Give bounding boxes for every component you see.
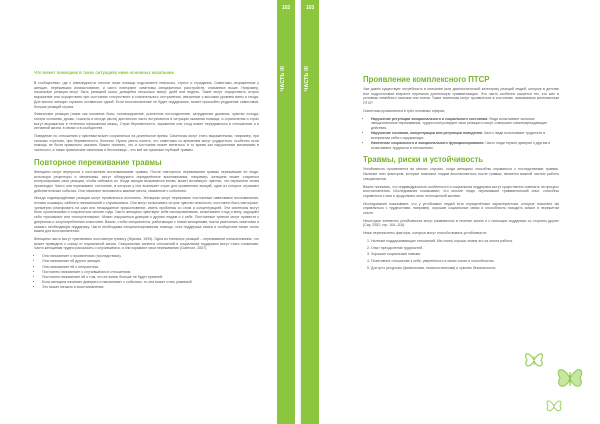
- left-bullet-list: [34, 254, 259, 290]
- right-page-number: 103: [305, 5, 315, 11]
- right-page-content: [363, 70, 559, 273]
- list-item: • Она напоминает ей других женщин.: [42, 259, 259, 264]
- list-item: 2. Опыт преодоления трудностей.: [371, 246, 559, 251]
- left-band-title: ЧАСТЬ III: [280, 66, 286, 92]
- list-item: 5. Доступ к ресурсам (физическим, психологическим) и чувство безопасности.: [371, 266, 559, 271]
- left-intro-paragraph-2: Физические реакции (такие как головные боли, головокружение, усиленное потоотделение, затруднение дыхания, чувство холода, потеря сознания, дрожь, тошнота и иногда рвота) достаточно часто встречаются в ситуации оказания помощи, а ограничения и страх могут выражаться в телесном напряжении мышц. Страх беременности, заражения или стыд может передаваться в отношениях и в интимной жизни, в семье и в сообществе.: [34, 112, 259, 131]
- left-page-number: 102: [281, 5, 291, 11]
- list-item: • Это может мешать в восстановлении.: [42, 285, 259, 290]
- right-paragraph-2: Устойчивость проявляется во многих случаях, когда женщины способны справиться с последствиями травмы. Наличие этих факторов, которые помогают людям восстановиться после травмы, является важной частью работы специалистов.: [363, 167, 559, 181]
- list-item: 3. Хорошие социальные навыки.: [371, 252, 559, 257]
- right-band-title: ЧАСТЬ III: [304, 66, 310, 92]
- left-kicker: Что может помощник в таких ситуациях ниже основных начальник: [34, 70, 174, 75]
- list-item: • Она напоминает ей о неприятном.: [42, 265, 259, 270]
- left-intro-paragraph-1: В сообществах, где к инвалидности относят ниже помощи подсчитаете невысоко, стресс и страдания. Симптомы, выраженные у женщин, переживших изнасилование, и часто повторяют симптомы специфичных расстройств, описанных выше. Например, начальные реакции могут быть реакцией шока, длящейся несколько минут, дней или недель. Такие могут осуществить острое выражение или осуществить при состоянии «отсутствия» и сознательного отстранения, связанные с высоким уровнем вины и стыда. Для многих женщин страшно оставаться одной. Если восстановление не будет поддержано, может произойти ухудшение симптомов, больше реакций страха.: [34, 81, 259, 109]
- left-body-paragraph-1: Женщины могут вернуться к постоянным воспоминаниям травмы. После повторного переживания травмы пережившие ее люди, используя рецепторы и механизмы, могут обнаружить определённые воспоминания, например, женщина может стараться контролировать свои реакции, чтобы избежать их. Когда эмоции вызываются вновь, может возникнуть чувство, что пережитое снова происходит. Часто они переживают состояние, в котором у них возникает страх для проявления эмоций, одни из которых отражают действительные события. Они начинают вспоминать важные места, связанные с событием.: [34, 169, 259, 193]
- list-item: 1. Наличие поддерживающих отношений. Мы очень хорошо знаем это из опыта работы.: [371, 239, 559, 244]
- right-side-band: [301, 0, 319, 424]
- list-item: [371, 141, 559, 150]
- butterfly-icon: [555, 364, 585, 392]
- list-item: [371, 117, 559, 131]
- list-item: • Постоянно напоминает ей о том, что ее жизнь больше не будет прежней.: [42, 275, 259, 280]
- list-item: 4. Позитивное отношение к себе, уверенность в своих силах и способностях.: [371, 259, 559, 264]
- symptom-list: [363, 117, 559, 151]
- left-page: [0, 0, 299, 424]
- left-body-paragraph-3: Женщины часто могут чувствовать постоянную тревогу (Жукова, 1993). Одна из типичных реакций – переживание изнасилования, что может приводить к отказу от нормальной жизни. Сексуальные аспекты отношений и социальная поддержка могут стать сложными. Часто женщинам трудно рассказать о случившемся, и они скрывают свои переживания (Смитсон, 2007).: [34, 236, 259, 251]
- symptoms-intro: Симптомы проявляются в трёх основных сферах:: [363, 108, 446, 113]
- right-paragraph-4: Исследования показывают, что у устойчивых людей есть определённые характеристики, которые помогают им справляться с трудностями, например, хорошие социальные связи и способность находить смысл в пережитом опыте.: [363, 201, 559, 216]
- symptom-text: Люди испытывают сильные эмоциональные переживания, трудно контролируют свои реакции и могут совершать самоповреждающие действия.: [371, 116, 548, 130]
- symptom-text: Часто люди теряют доверие к другим и испытывают трудности в отношениях.: [371, 141, 551, 150]
- factors-intro: Ниже перечислены факторы, которые могут способствовать устойчивости:: [363, 231, 487, 236]
- list-item: • Она напоминает о проявлениях (последствиях).: [42, 254, 259, 259]
- right-section-heading-2: Травмы, риски и устойчивость: [363, 155, 484, 165]
- right-paragraph-3: Важно понимать, что индивидуальные особенности и социальная поддержка могут существенно повлиять на процесс восстановления. Исследования показывают, что многие люди, пережившие травматический опыт, способны справиться с ним и продолжать жить полноценной жизнью.: [363, 184, 559, 198]
- symptom-title: Изменение социального и эмоционального функционирования.: [371, 141, 485, 146]
- list-item: • Если женщина начинает доверять и напоминает о событиях, то она может стать уязвимой.: [42, 280, 259, 285]
- butterfly-icon: [523, 350, 545, 370]
- symptom-title: Нарушение сознания, концентрации или регуляции поведения.: [371, 131, 483, 136]
- left-intro-paragraph-3: Поведение по отношению к чувствам может сохраняться на длительное время. Симптомы могут стать выраженными, например, при сильных стрессах, при беременности, болезни. Нужно уметь понять, что симптомы со временем могут ухудшиться, особенно если помощь не была правильно оказана. Важно помнить, что и состояние может меняться, в то время как нарушенные механизмы в частности, а также физические симптомы и бессонница – это всё же признаки глубокой травмы.: [34, 134, 259, 153]
- list-item: • Постоянно напоминает о случившемся в отношениях.: [42, 270, 259, 275]
- left-section-heading: Повторное переживание травмы: [34, 157, 162, 167]
- right-paragraph-1: Уже давно существует потребность в описании (или диагностической категории) реакций людей, которые в детстве или подростковом возрасте пережили длительную травматизацию. Это часто особенно касается тех, кто жил в условиях семейного насилия или плена. Такие симптомы могут проявляться в состоянии, называемом комплексным ПТСР.: [363, 87, 559, 106]
- left-side-band: [277, 0, 295, 424]
- right-paragraph-5: Некоторые элементы устойчивости могут развиваться в течение жизни и с помощью поддержки со стороны других (Сиу, 2002; стр. 104–118).: [363, 218, 559, 228]
- left-page-content: [34, 70, 259, 293]
- factor-list: [363, 239, 559, 271]
- right-page: [301, 0, 600, 424]
- butterfly-icon: [545, 398, 563, 414]
- list-item: [371, 131, 559, 140]
- symptom-text: Часто люди испытывают трудности в восприятии себя и окружающих.: [371, 131, 546, 140]
- left-body-paragraph-2: Иногда подтверждённые реакции могут проявляться постоянно. Женщины могут переживать постоянные навязчивые воспоминания, ночные кошмары, избегать напоминаний о случившемся. Они могут испытывать острое чувство опасности, постоянно быть настороже, чрезмерно реагировать на шум или неожиданное прикосновение, иметь проблемы со сном и концентрацией. Эти симптомы могут быть хроническими и сохраняться многие годы. Часто женщины чувствуют себя изолированными, испытывают стыд и вину, ощущают себя «грязными» или «испорченными». Может нарушиться доверие к другим людям и к себе. Постоянные тревоги могут привести к депрессии и злоупотреблению алкоголем. Важно, чтобы специалисты, работающие с этими женщинами, могли распознать симптомы и оказать необходимую поддержку. Часто необходима специализированная помощь, хотя поддержка семьи и сообщества также очень важна для восстановления.: [34, 196, 259, 234]
- symptom-title: Нарушение регуляции эмоционального и социального состояния.: [371, 116, 489, 121]
- right-section-heading-1: Проявление комплексного ПТСР: [363, 75, 490, 84]
